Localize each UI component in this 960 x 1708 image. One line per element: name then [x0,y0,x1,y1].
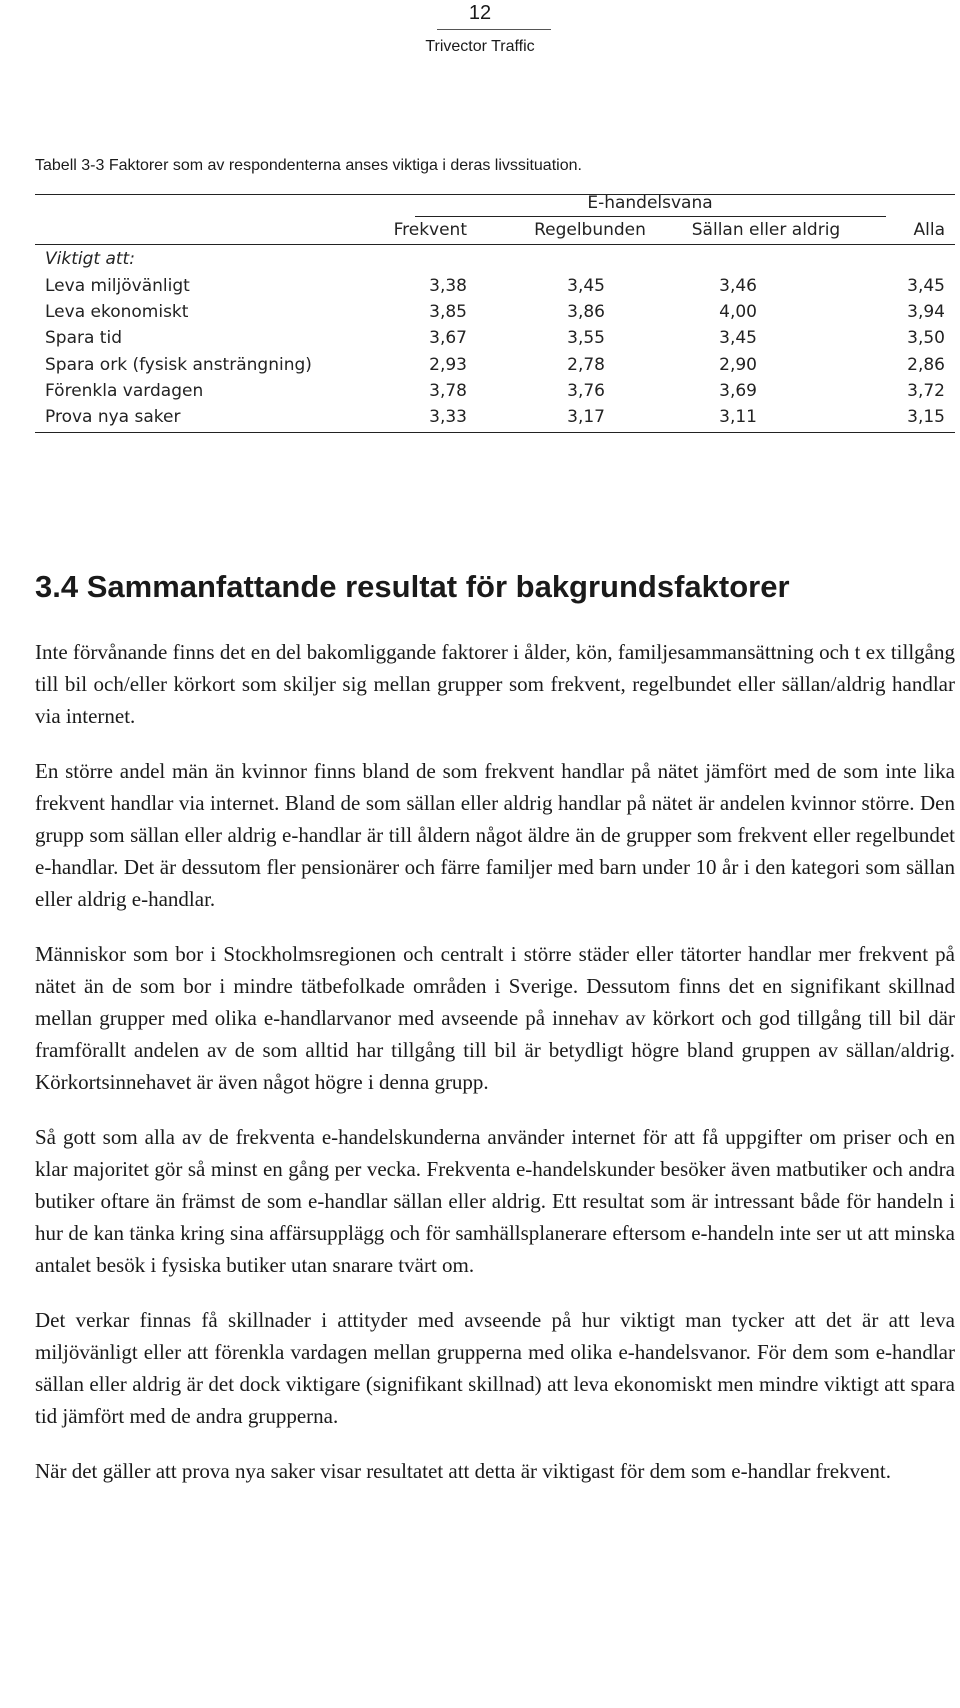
row-label: Leva ekonomiskt [45,302,189,322]
cell-value: 2,90 [719,355,757,375]
table-caption: Tabell 3-3 Faktorer som av respondenterna anses viktiga i deras livssituation. [35,157,582,174]
column-header: Alla [913,220,945,240]
section-body [35,636,955,1510]
cell-value: 3,55 [567,328,605,348]
row-label: Spara tid [45,328,122,348]
cell-value: 3,38 [429,276,467,296]
page-number: 12 [468,2,492,24]
header-divider [437,29,551,30]
header-bottom-rule [35,244,955,245]
group-header: E-handelsvana [587,193,713,213]
cell-value: 3,78 [429,381,467,401]
cell-value: 3,15 [907,407,945,427]
cell-value: 3,11 [719,407,757,427]
paragraph: Så gott som alla av de frekventa e-handelskunderna använder internet för att få uppgifter om priser och en klar majoritet gör så minst en gång per vecka. Frekventa e-handelskunder besöker även matbutiker och andra butiker oftare än främst de som e-handlar sällan eller aldrig. Ett resultat som är intressant både för handeln i hur de kan tänka kring sina affärsupplägg och för samhällsplanerare eftersom e-handeln inte ser ut att minska antalet besök i fysiska butiker utan snarare tvärt om. [35,1125,955,1277]
cell-value: 3,85 [429,302,467,322]
cell-value: 3,50 [907,328,945,348]
section-heading: 3.4 Sammanfattande resultat för bakgrundsfaktorer [35,569,790,604]
paragraph: En större andel män än kvinnor finns bland de som frekvent handlar på nätet jämfört med de som inte lika frekvent handlar via internet. Bland de som sällan eller aldrig handlar på nätet är andelen kvinnor större. Den grupp som sällan eller aldrig e-handlar är till åldern något äldre än de grupper som frekvent eller regelbundet e-handlar. Det är dessutom fler pensionärer och färre familjer med barn under 10 år i den kategori som sällan eller aldrig e-handlar. [35,759,955,911]
cell-value: 3,46 [719,276,757,296]
cell-value: 3,72 [907,381,945,401]
paragraph: Det verkar finnas få skillnader i attityder med avseende på hur viktigt man tycker att det är att leva miljövänligt eller att förenkla vardagen mellan grupperna med olika e-handelsvanor. För dem som e-handlar sällan eller aldrig är det dock viktigare (signifikant skillnad) att leva ekonomiskt men mindre viktigt att spara tid jämfört med de andra grupperna. [35,1308,955,1428]
row-label: Spara ork (fysisk ansträngning) [45,355,312,375]
cell-value: 3,67 [429,328,467,348]
cell-value: 3,17 [567,407,605,427]
row-label: Prova nya saker [45,407,181,427]
paragraph: Människor som bor i Stockholmsregionen och centralt i större städer eller tätorter handlar mer frekvent på nätet än de som bor i mindre tätbefolkade områden i Sverige. Dessutom finns det en signifikant skillnad mellan grupper med olika e-handlarvanor med avseende på innehav av körkort och god tillgång till bil där framförallt andelen av de som alltid har tillgång till bil är betydligt högre bland gruppen av sällan/aldrig. Körkortsinnehavet är även något högre i denna grupp. [35,942,955,1094]
table-bottom-rule [35,432,955,433]
cell-value: 3,45 [567,276,605,296]
cell-value: 3,69 [719,381,757,401]
paragraph: När det gäller att prova nya saker visar resultatet att detta är viktigast för dem som e-handlar frekvent. [35,1459,891,1483]
publisher-name: Trivector Traffic [425,38,535,55]
group-header-rule [415,216,886,217]
cell-value: 3,76 [567,381,605,401]
cell-value: 3,94 [907,302,945,322]
column-header: Regelbunden [534,220,646,240]
column-header: Frekvent [393,220,467,240]
cell-value: 2,93 [429,355,467,375]
paragraph: Inte förvånande finns det en del bakomliggande faktorer i ålder, kön, familjesammansättning och t ex tillgång till bil och/eller körkort som skiljer sig mellan grupper som frekvent, regelbundet eller sällan/aldrig handlar via internet. [35,640,955,728]
cell-value: 2,78 [567,355,605,375]
table-top-rule [35,194,955,195]
cell-value: 2,86 [907,355,945,375]
cell-value: 4,00 [719,302,757,322]
row-label: Leva miljövänligt [45,276,190,296]
section-label: Viktigt att: [45,249,135,269]
cell-value: 3,86 [567,302,605,322]
column-header: Sällan eller aldrig [691,220,841,240]
cell-value: 3,45 [719,328,757,348]
row-label: Förenkla vardagen [45,381,204,401]
cell-value: 3,45 [907,276,945,296]
cell-value: 3,33 [429,407,467,427]
